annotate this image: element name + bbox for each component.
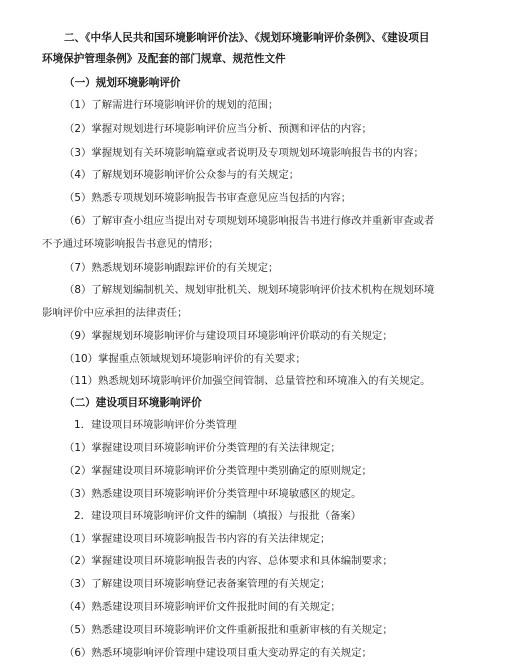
list-item: （9）掌握规划环境影响评价与建设项目环境影响评价联动的有关规定；: [64, 330, 393, 342]
list-item: （1）掌握建设项目环境影响评价分类管理的有关法律规定；: [64, 442, 341, 454]
list-item: （4）熟悉建设项目环境影响评价文件报批时间的有关规定；: [64, 601, 341, 613]
list-item: （4）了解规划环境影响评价公众参与的有关规定；: [64, 169, 300, 181]
list-item: （8）了解规划编制机关、规划审批机关、规划环境影响评价技术机构在规划环境: [64, 284, 435, 296]
list-item: （7）熟悉规划环境影响跟踪评价的有关规定；: [64, 262, 279, 274]
list-item: （1）掌握建设项目环境影响报告书内容的有关法律规定；: [64, 533, 331, 545]
sub-heading-classification: 1．建设项目环境影响评价分类管理: [74, 419, 237, 431]
list-item: （2）掌握建设项目环境影响评价分类管理中类别确定的原则规定；: [64, 465, 372, 477]
list-item: （6）了解审查小组应当提出对专项规划环境影响报告书进行修改并重新审查或者: [64, 215, 435, 227]
list-item: （5）熟悉专项规划环境影响报告书审查意见应当包括的内容；: [64, 192, 352, 204]
section-heading-line-2: 环境保护管理条例》及配套的部门规章、规范性文件: [42, 53, 286, 65]
list-item: （2）掌握对规划进行环境影响评价应当分析、预测和评估的内容；: [64, 123, 372, 135]
list-item: （5）熟悉建设项目环境影响评价文件重新报批和重新审核的有关规定；: [64, 624, 393, 636]
list-item: （2）掌握建设项目环境影响报告表的内容、总体要求和具体编制要求；: [64, 555, 393, 567]
list-item-continuation: 不予通过环境影响报告书意见的情形；: [42, 238, 219, 250]
section-heading-line-1: 二、《中华人民共和国环境影响评价法》、《规划环境影响评价条例》、《建设项目: [64, 32, 430, 44]
list-item: （3）掌握规划有关环境影响篇章或者说明及专项规划环境影响报告书的内容；: [64, 147, 424, 159]
list-item: （3）了解建设项目环境影响登记表备案管理的有关规定；: [64, 578, 331, 590]
list-item: （11）熟悉规划环境影响评价加强空间管制、总量管控和环境准入的有关规定。: [64, 375, 431, 387]
list-item: （3）熟悉建设项目环境影响评价分类管理中环境敏感区的规定。: [64, 488, 362, 500]
list-item: （10）掌握重点领域规划环境影响评价的有关要求；: [64, 353, 306, 365]
subsection-title-construction: （二）建设项目环境影响评价: [64, 397, 202, 409]
list-item-continuation: 影响评价中应承担的法律责任；: [42, 307, 188, 319]
sub-heading-preparation: 2．建设项目环境影响评价文件的编制（填报）与报批（备案）: [74, 510, 362, 522]
list-item: （1）了解需进行环境影响评价的规划的范围；: [64, 99, 279, 111]
subsection-title-planning: （一）规划环境影响评价: [64, 77, 181, 89]
list-item: （6）熟悉环境影响评价管理中建设项目重大变动界定的有关规定；: [64, 647, 372, 659]
